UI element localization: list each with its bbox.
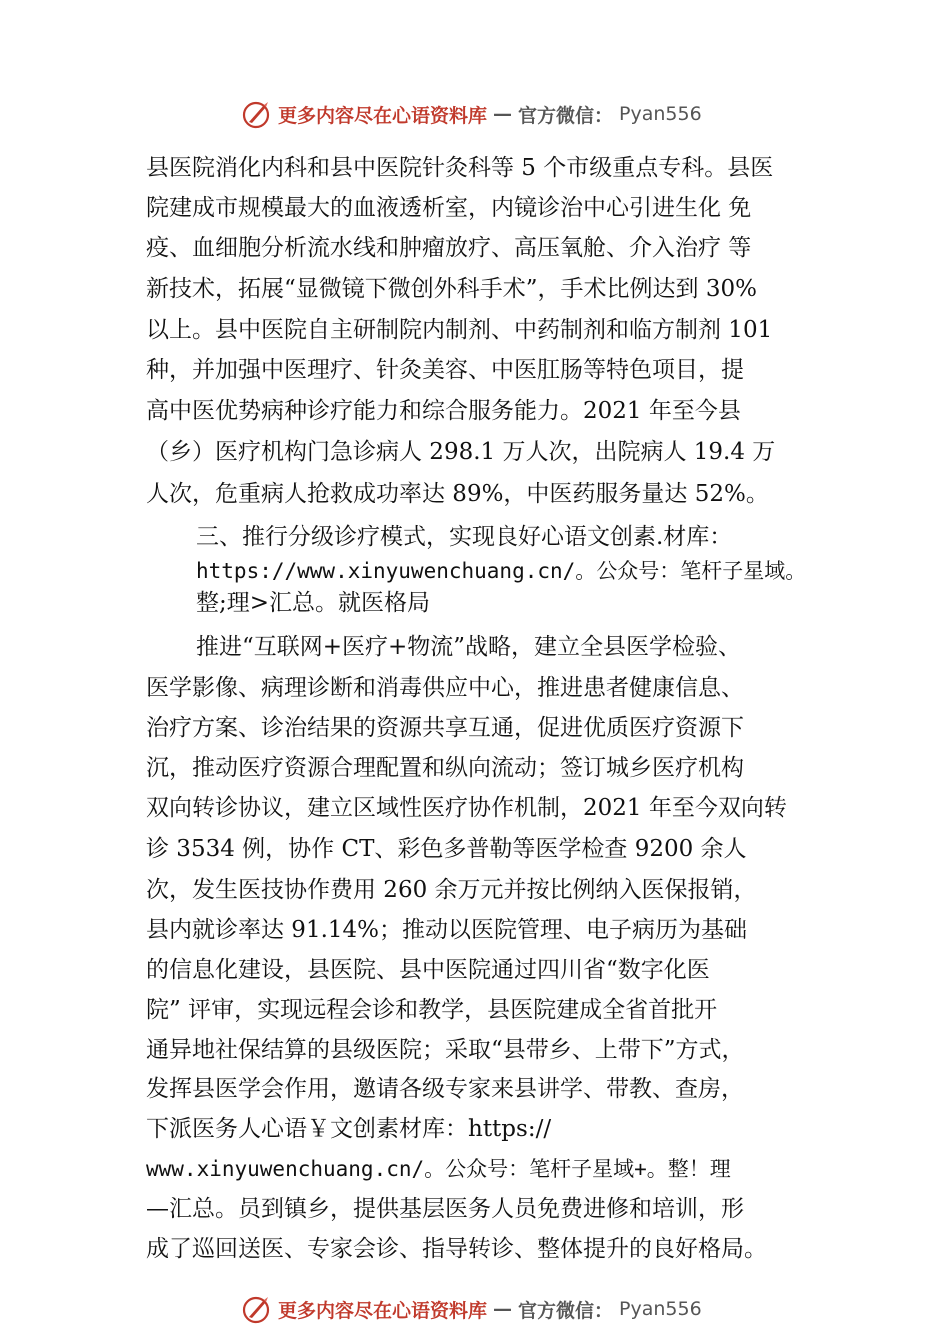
body-line: （乡）医疗机构门急诊病人 298.1 万人次，出院病人 19.4 万 (146, 439, 776, 465)
quill-logo-icon (240, 98, 272, 130)
watermark-main-text: 更多内容尽在心语资料库 (278, 104, 488, 127)
body-line: —汇总。员到镇乡，提供基层医务人员免费进修和培训，形 (146, 1196, 744, 1222)
watermark-label: 官方微信： (518, 104, 614, 127)
body-line-url: www.xinyuwenchuang.cn/。公众号：笔杆子星域+。整！理 (146, 1157, 731, 1181)
watermark-account: Pyan556 (619, 1298, 702, 1320)
section-heading-line: 整;理>汇总。就医格局 (196, 590, 431, 616)
body-line: 新技术，拓展“显微镜下微创外科手术”，手术比例达到 30% (146, 276, 757, 302)
body-line: 县医院消化内科和县中医院针灸科等 5 个市级重点专科。县医 (146, 155, 774, 181)
section-heading: 三、推行分级诊疗模式，实现良好心语文创素.材库： (196, 524, 733, 550)
quill-logo-icon (240, 1293, 272, 1325)
body-line: 双向转诊协议，建立区域性医疗协作机制，2021 年至今双向转 (146, 795, 787, 821)
body-line: 医学影像、病理诊断和消毒供应中心，推进患者健康信息、 (146, 675, 744, 701)
body-line: 下派医务人心语￥文创素材库：https:// (146, 1116, 552, 1142)
watermark-account: Pyan556 (619, 103, 702, 125)
body-line: 沉，推动医疗资源合理配置和纵向流动；签订城乡医疗机构 (146, 755, 744, 781)
body-line: 院建成市规模最大的血液透析室，内镜诊治中心引进生化 免 (146, 195, 752, 221)
watermark-label: 官方微信： (518, 1299, 614, 1322)
body-line: 高中医优势病种诊疗能力和综合服务能力。2021 年至今县 (146, 398, 741, 424)
body-line: 推进“互联网+医疗+物流”战略，建立全县医学检验、 (196, 634, 742, 660)
body-line: 县内就诊率达 91.14%；推动以医院管理、电子病历为基础 (146, 917, 748, 943)
body-line: 治疗方案、诊治结果的资源共享互通，促进优质医疗资源下 (146, 715, 744, 741)
body-line: 的信息化建设，县医院、县中医院通过四川省“数字化医 (146, 957, 710, 983)
watermark-dash: — (493, 1298, 513, 1320)
body-line: 次，发生医技协作费用 260 余万元并按比例纳入医保报销， (146, 877, 757, 903)
body-line: 发挥县医学会作用，邀请各级专家来县讲学、带教、查房， (146, 1076, 744, 1102)
body-line: 人次，危重病人抢救成功率达 89%，中医药服务量达 52%。 (146, 481, 769, 507)
watermark-main-text: 更多内容尽在心语资料库 (278, 1299, 488, 1322)
watermark-dash: — (493, 103, 513, 125)
body-line: 成了巡回送医、专家会诊、指导转诊、整体提升的良好格局。 (146, 1236, 767, 1262)
section-heading-url-line: https://www.xinyuwenchuang.cn/。公众号：笔杆子星域。 (196, 559, 807, 583)
body-line: 院” 评审，实现远程会诊和教学，县医院建成全省首批开 (146, 997, 718, 1023)
body-line: 通异地社保结算的县级医院；采取“县带乡、上带下”方式， (146, 1037, 745, 1063)
body-line: 诊 3534 例，协作 CT、彩色多普勒等医学检查 9200 余人 (146, 836, 747, 862)
body-line: 以上。县中医院自主研制院内制剂、中药制剂和临方制剂 101 (146, 317, 773, 343)
body-line: 种，并加强中医理疗、针灸美容、中医肛肠等特色项目，提 (146, 357, 744, 383)
footer-watermark (240, 1292, 760, 1326)
header-watermark (240, 97, 760, 131)
body-line: 疫、血细胞分析流水线和肿瘤放疗、高压氧舱、介入治疗 等 (146, 235, 752, 261)
